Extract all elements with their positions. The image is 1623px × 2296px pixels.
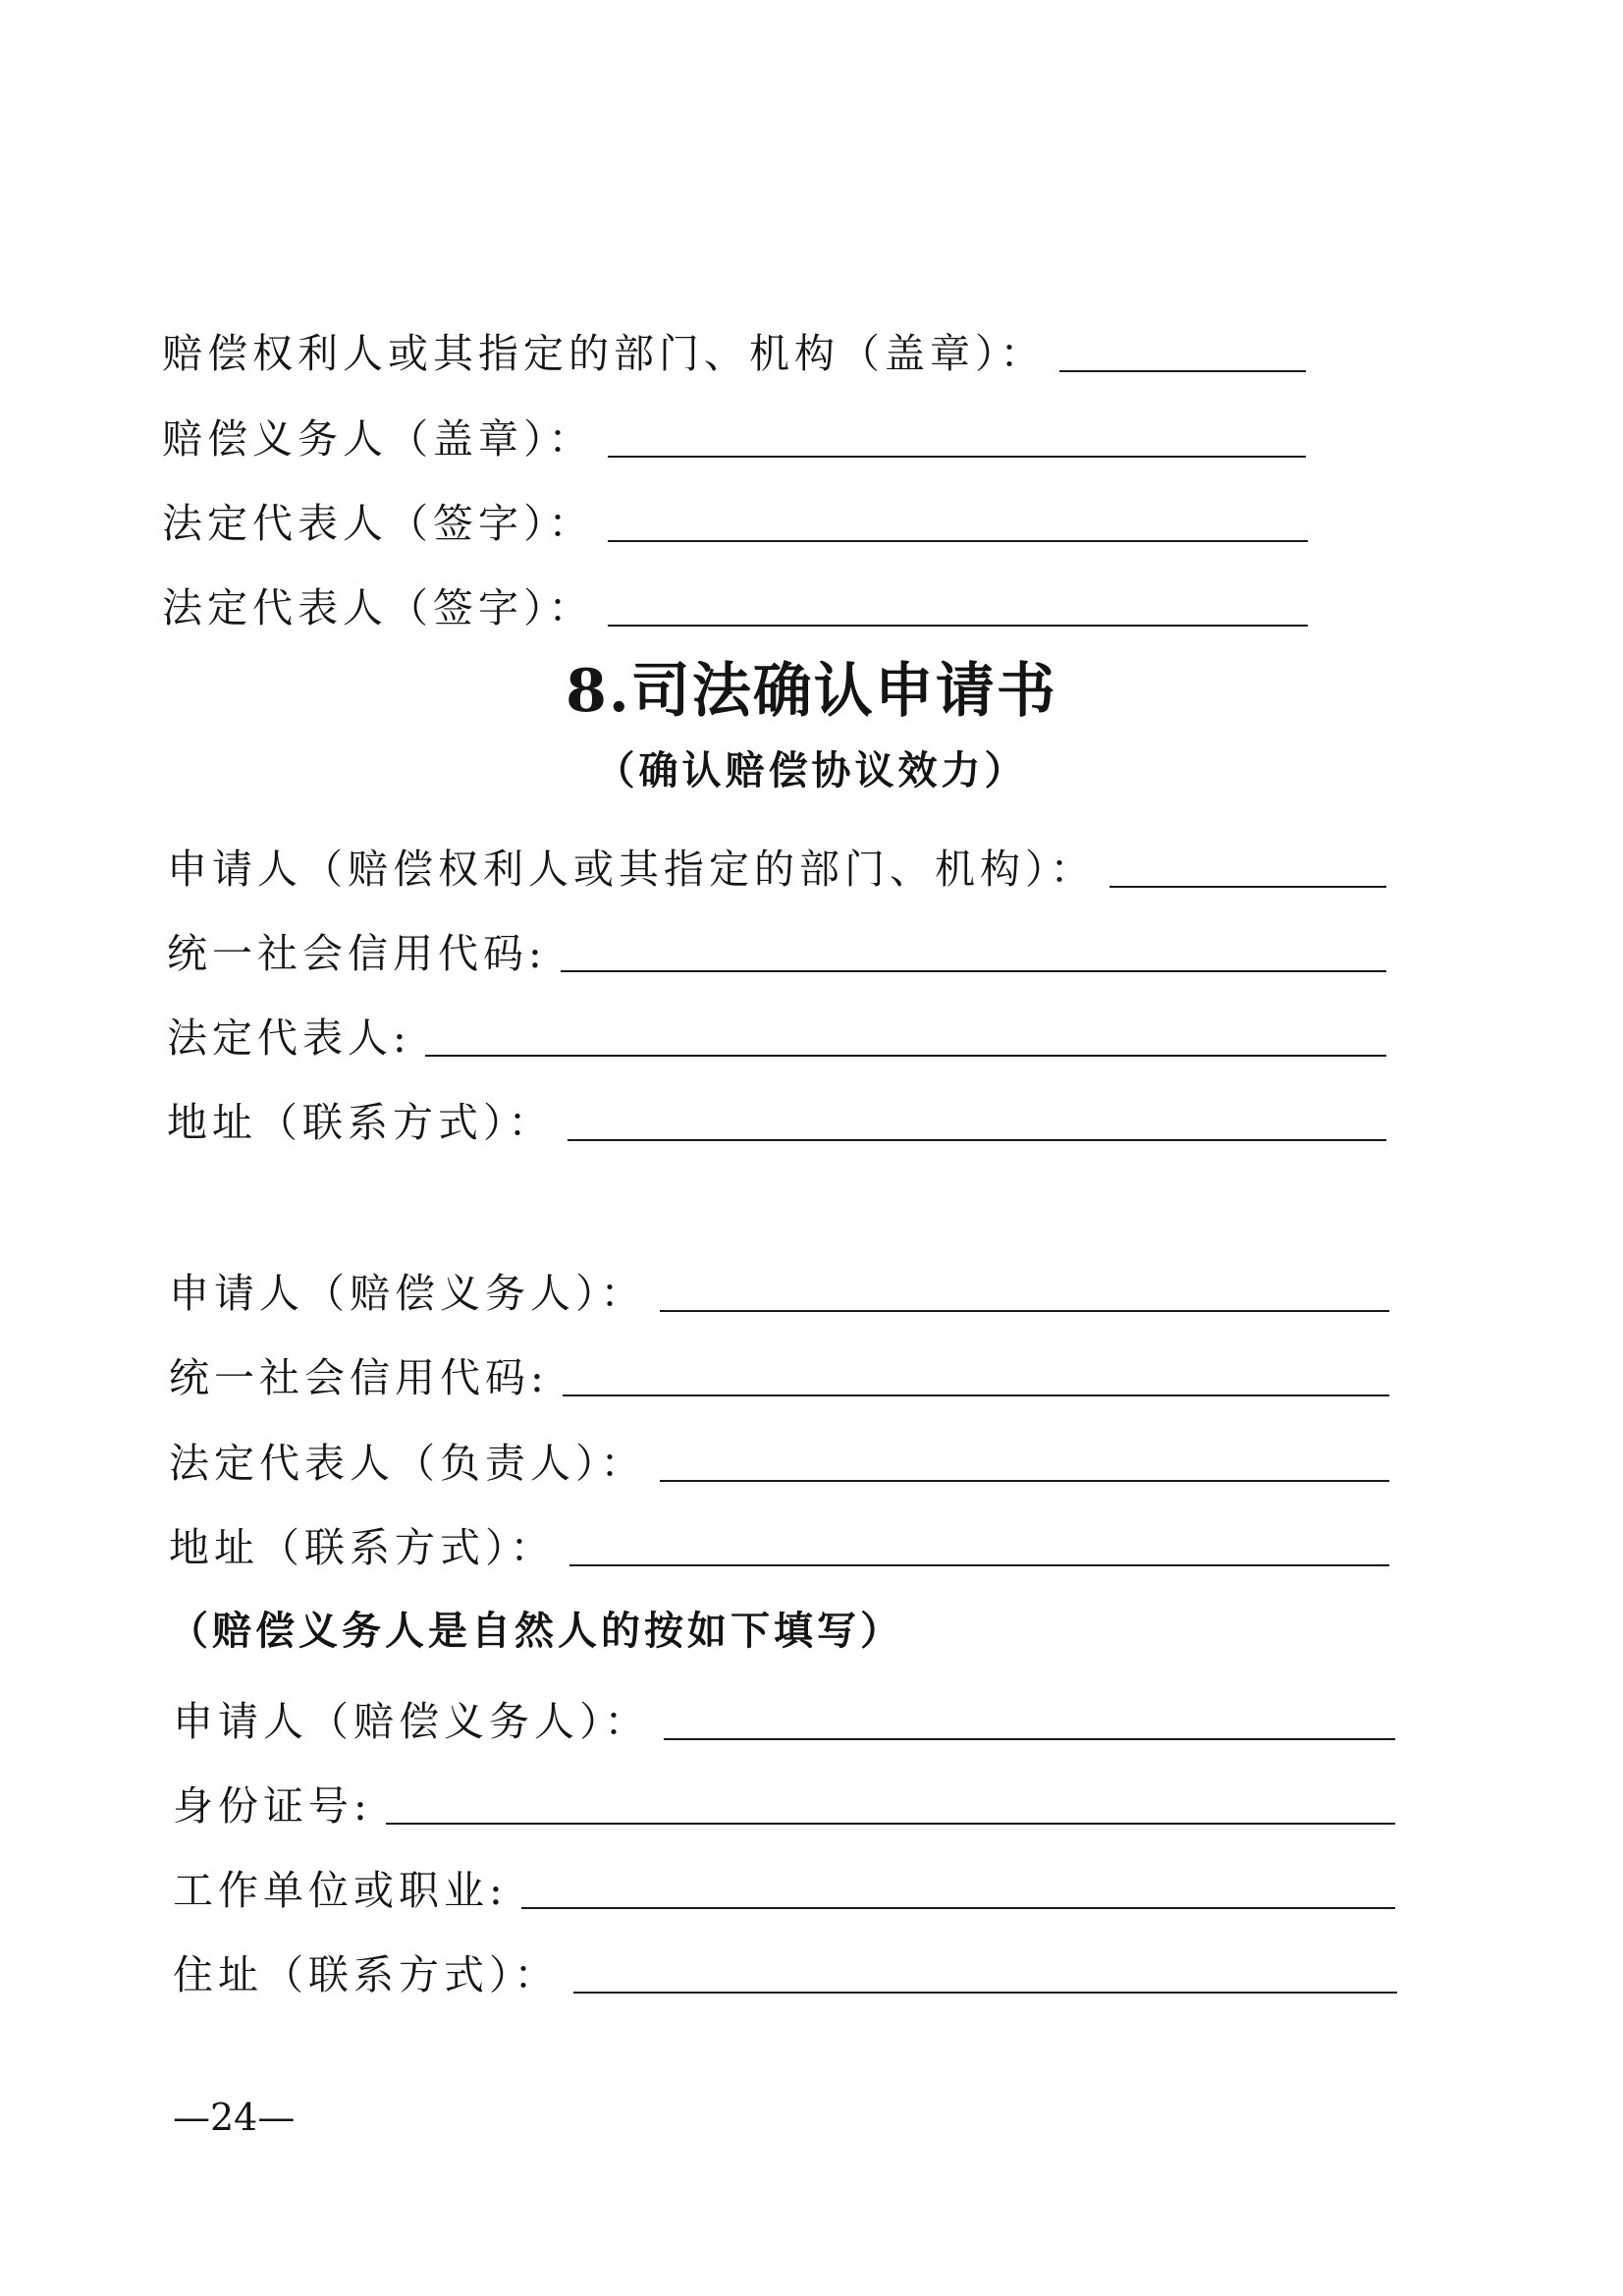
signature-line[interactable]: [608, 456, 1307, 458]
signature-row-legal-rep-2: [162, 574, 1308, 632]
field-label: 法定代表人（负责人）：: [169, 1440, 646, 1487]
input-line[interactable]: [660, 1480, 1390, 1482]
credit-code-row: [167, 919, 1386, 978]
input-line[interactable]: [573, 1992, 1398, 1994]
residence-row: [173, 1941, 1397, 1999]
applicant-obligor-row: [169, 1259, 1389, 1318]
signature-line[interactable]: [608, 625, 1309, 627]
input-line[interactable]: [1109, 886, 1387, 888]
signature-row-obligor: [162, 405, 1306, 464]
natural-person-note: （赔偿义务人是自然人的按如下填写）: [169, 1608, 903, 1654]
field-label: 统一社会信用代码:: [167, 930, 547, 977]
input-line[interactable]: [660, 1310, 1390, 1312]
input-line[interactable]: [386, 1823, 1395, 1825]
input-line[interactable]: [561, 970, 1386, 972]
field-label: 住址（联系方式）：: [173, 1951, 560, 1998]
legal-rep-responsible-row: [169, 1429, 1389, 1488]
field-label: 法定代表人（签字）：: [162, 584, 594, 631]
field-label: 地址（联系方式）：: [167, 1099, 554, 1146]
page-number: —24—: [173, 2096, 296, 2139]
field-label: 统一社会信用代码:: [169, 1354, 549, 1401]
field-label: 申请人（赔偿义务人）：: [173, 1698, 650, 1745]
field-label: 地址（联系方式）：: [169, 1524, 556, 1571]
input-line[interactable]: [569, 1564, 1390, 1566]
signature-line[interactable]: [608, 540, 1309, 542]
signature-row-rights-holder: [162, 319, 1306, 378]
field-label: 法定代表人（签字）：: [162, 500, 594, 547]
signature-line[interactable]: [1059, 370, 1307, 372]
field-label: 赔偿义务人（盖章）：: [162, 415, 594, 463]
document-subtitle: （确认赔偿协议效力）: [595, 747, 1028, 793]
address-row: [169, 1513, 1389, 1572]
field-label: 法定代表人:: [167, 1014, 411, 1062]
applicant-rights-holder-row: [167, 835, 1386, 894]
employer-occupation-row: [173, 1856, 1395, 1915]
input-line[interactable]: [521, 1907, 1395, 1909]
field-label: 赔偿权利人或其指定的部门、机构（盖章）：: [162, 330, 1046, 377]
id-number-row: [173, 1772, 1395, 1831]
field-label: 工作单位或职业:: [173, 1867, 508, 1914]
input-line[interactable]: [568, 1139, 1387, 1141]
field-label: 申请人（赔偿义务人）：: [169, 1270, 646, 1317]
input-line[interactable]: [664, 1738, 1396, 1740]
signature-row-legal-rep-1: [162, 489, 1308, 548]
field-label: 身份证号:: [173, 1782, 372, 1830]
legal-rep-row: [167, 1004, 1386, 1063]
address-row: [167, 1088, 1386, 1147]
credit-code-row: [169, 1343, 1389, 1402]
document-title: 8.司法确认申请书: [566, 657, 1057, 726]
input-line[interactable]: [563, 1394, 1389, 1396]
applicant-natural-person-row: [173, 1687, 1395, 1746]
input-line[interactable]: [425, 1055, 1386, 1057]
field-label: 申请人（赔偿权利人或其指定的部门、机构）：: [167, 846, 1096, 893]
